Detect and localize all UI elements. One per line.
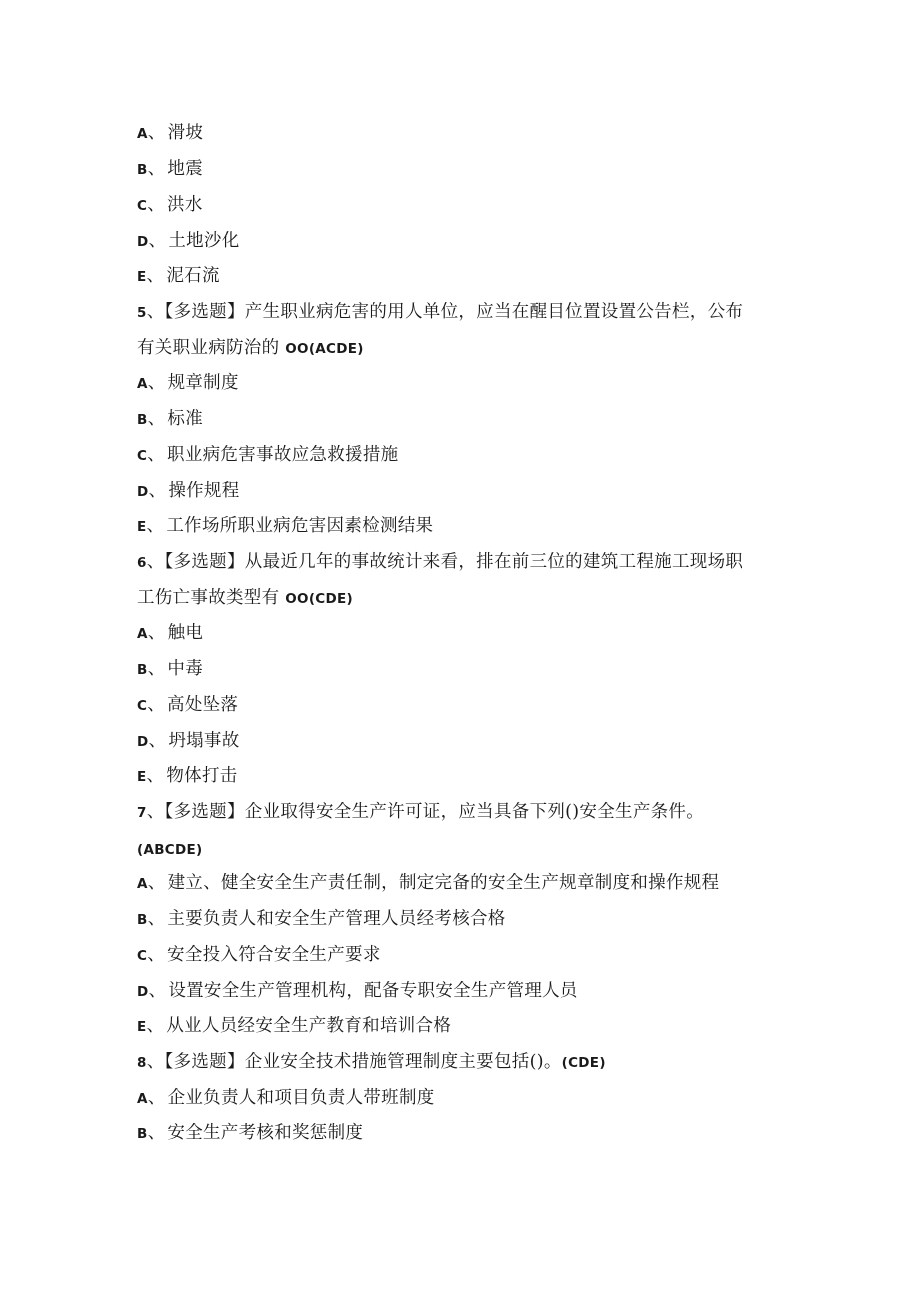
option-d: D、 设置安全生产管理机构，配备专职安全生产管理人员 [137,981,578,1001]
option-c: C、 职业病危害事故应急救援措施 [137,445,399,465]
question-6-text: 6、【多选题】从最近几年的事故统计来看，排在前三位的建筑工程施工现场职 [137,552,744,572]
option-a: A、 企业负责人和项目负责人带班制度 [137,1088,435,1108]
question-7-text: 7、【多选题】企业取得安全生产许可证，应当具备下列()安全生产条件。 [137,802,705,822]
option-e: E、 工作场所职业病危害因素检测结果 [137,516,434,536]
option-b: B、 主要负责人和安全生产管理人员经考核合格 [137,909,506,929]
option-a: A、 规章制度 [137,373,239,393]
option-a: A、 触电 [137,623,204,643]
option-e: E、 从业人员经安全生产教育和培训合格 [137,1016,452,1036]
option-b: B、 中毒 [137,659,204,679]
question-5-answer: OO(ACDE) [285,341,364,357]
question-6-answer: OO(CDE) [285,591,354,607]
question-8-answer: (CDE) [561,1055,606,1071]
question-5-text: 5、【多选题】产生职业病危害的用人单位，应当在醒目位置设置公告栏，公布 [137,302,744,322]
question-7-answer: (ABCDE) [137,842,203,858]
option-a: A、 建立、健全安全生产责任制，制定完备的安全生产规章制度和操作规程 [137,873,720,893]
option-d: D、 操作规程 [137,481,240,501]
option-b: B、 地震 [137,159,204,179]
option-a: A、 滑坡 [137,123,204,143]
option-c: C、 高处坠落 [137,695,239,715]
question-8-text: 8、【多选题】企业安全技术措施管理制度主要包括()。(CDE) [137,1052,606,1072]
option-d: D、 土地沙化 [137,231,240,251]
option-b: B、 安全生产考核和奖惩制度 [137,1123,364,1143]
option-e: E、 泥石流 [137,266,220,286]
option-c: C、 洪水 [137,195,203,215]
question-5-text-cont: 有关职业病防治的 OO(ACDE) [137,338,364,358]
option-b: B、 标准 [137,409,204,429]
option-c: C、 安全投入符合安全生产要求 [137,945,381,965]
option-d: D、 坍塌事故 [137,731,240,751]
option-e: E、 物体打击 [137,766,238,786]
question-6-text-cont: 工伤亡事故类型有 OO(CDE) [137,588,354,608]
